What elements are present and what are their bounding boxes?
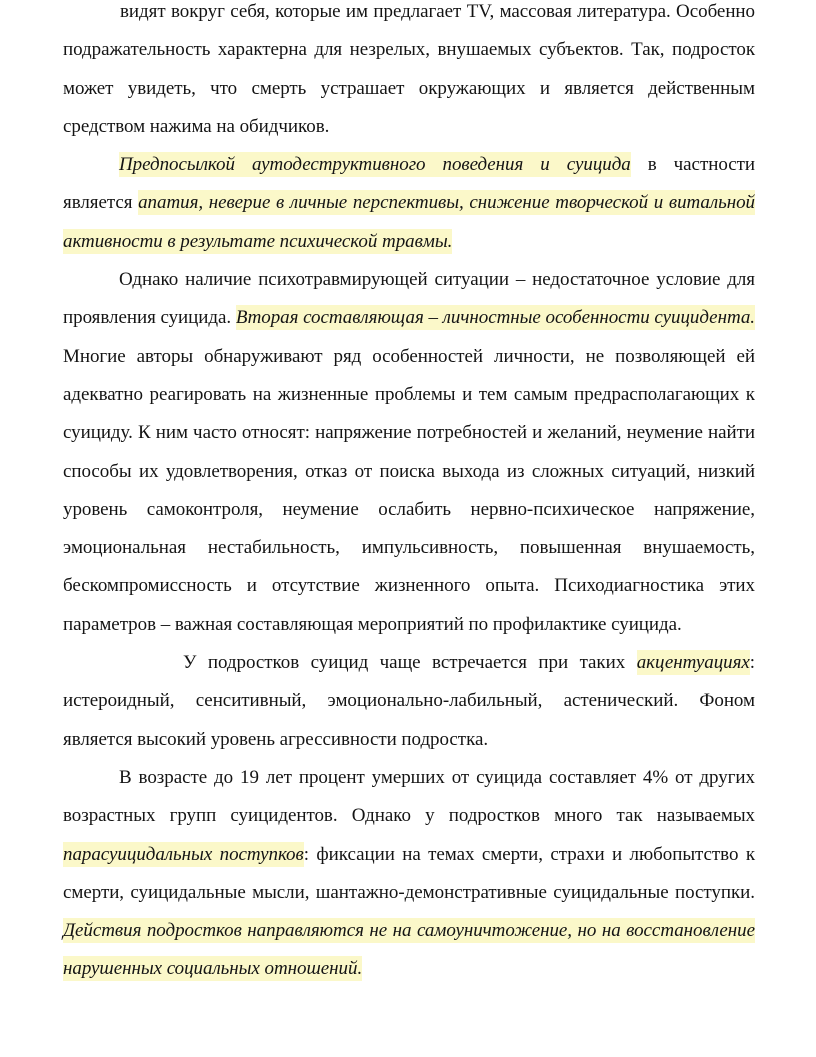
highlighted-italic-run: Предпосылкой аутодеструктивного поведения и суицида	[119, 154, 631, 176]
paragraph-1	[63, 0, 755, 146]
text-run: в частности является	[63, 154, 755, 214]
text-run: видят вокруг себя, которые им предлагает TV, массовая литература. Особенно подражательность характерна для незрелых, внушаемых субъектов. Так, подросток может увидеть, что смерть устрашает окружающих и является действенным средством нажима на обидчиков.	[63, 1, 755, 137]
highlighted-italic-run: Вторая составляющая – личностные особенности суицидента.	[235, 307, 755, 329]
highlighted-italic-run: апатия, неверие в личные перспективы, снижение творческой и витальной активности в результате психической травмы.	[63, 192, 755, 252]
paragraph-3	[63, 261, 755, 644]
text-run: Однако наличие психотравмирующей ситуации – недостаточное условие для проявления суицида.	[63, 269, 755, 329]
text-run: : истероидный, сенситивный, эмоционально-лабильный, астенический. Фоном является высокий уровень агрессивности подростка.	[63, 652, 755, 750]
paragraph-4	[63, 644, 755, 759]
text-run: : фиксации на темах смерти, страхи и любопытство к смерти, суицидальные мысли, шантажно-демонстративные суицидальные поступки.	[63, 843, 755, 903]
highlighted-italic-run: Действия подростков направляются не на самоуничтожение, но на восстановление нарушенных социальных отношений.	[63, 920, 755, 980]
highlighted-italic-run: акцентуациях	[636, 652, 750, 674]
paragraph-2	[63, 146, 755, 261]
highlighted-italic-run: парасуицидальных поступков	[63, 843, 304, 865]
text-run: Многие авторы обнаруживают ряд особенностей личности, не позволяющей ей адекватно реагировать на жизненные проблемы и тем самым предрасполагающих к суициду. К ним часто относят: напряжение потребностей и желаний, неумение найти способы их удовлетворения, отказ от поиска выхода из сложных ситуаций, низкий уровень самоконтроля, неумение ослабить нервно-психическое напряжение, эмоциональная нестабильность, импульсивность, повышенная внушаемость, бескомпромиссность и отсутствие жизненного опыта. Психодиагностика этих параметров – важная составляющая мероприятий по профилактике суицида.	[63, 345, 755, 635]
text-run: В возрасте до 19 лет процент умерших от суицида составляет 4% от других возрастных групп суицидентов. Однако у подростков много так называемых	[63, 766, 755, 827]
text-body	[63, 0, 755, 989]
paragraph-5	[63, 759, 755, 989]
text-run: У подростков суицид чаще встречается при таких	[183, 652, 637, 674]
